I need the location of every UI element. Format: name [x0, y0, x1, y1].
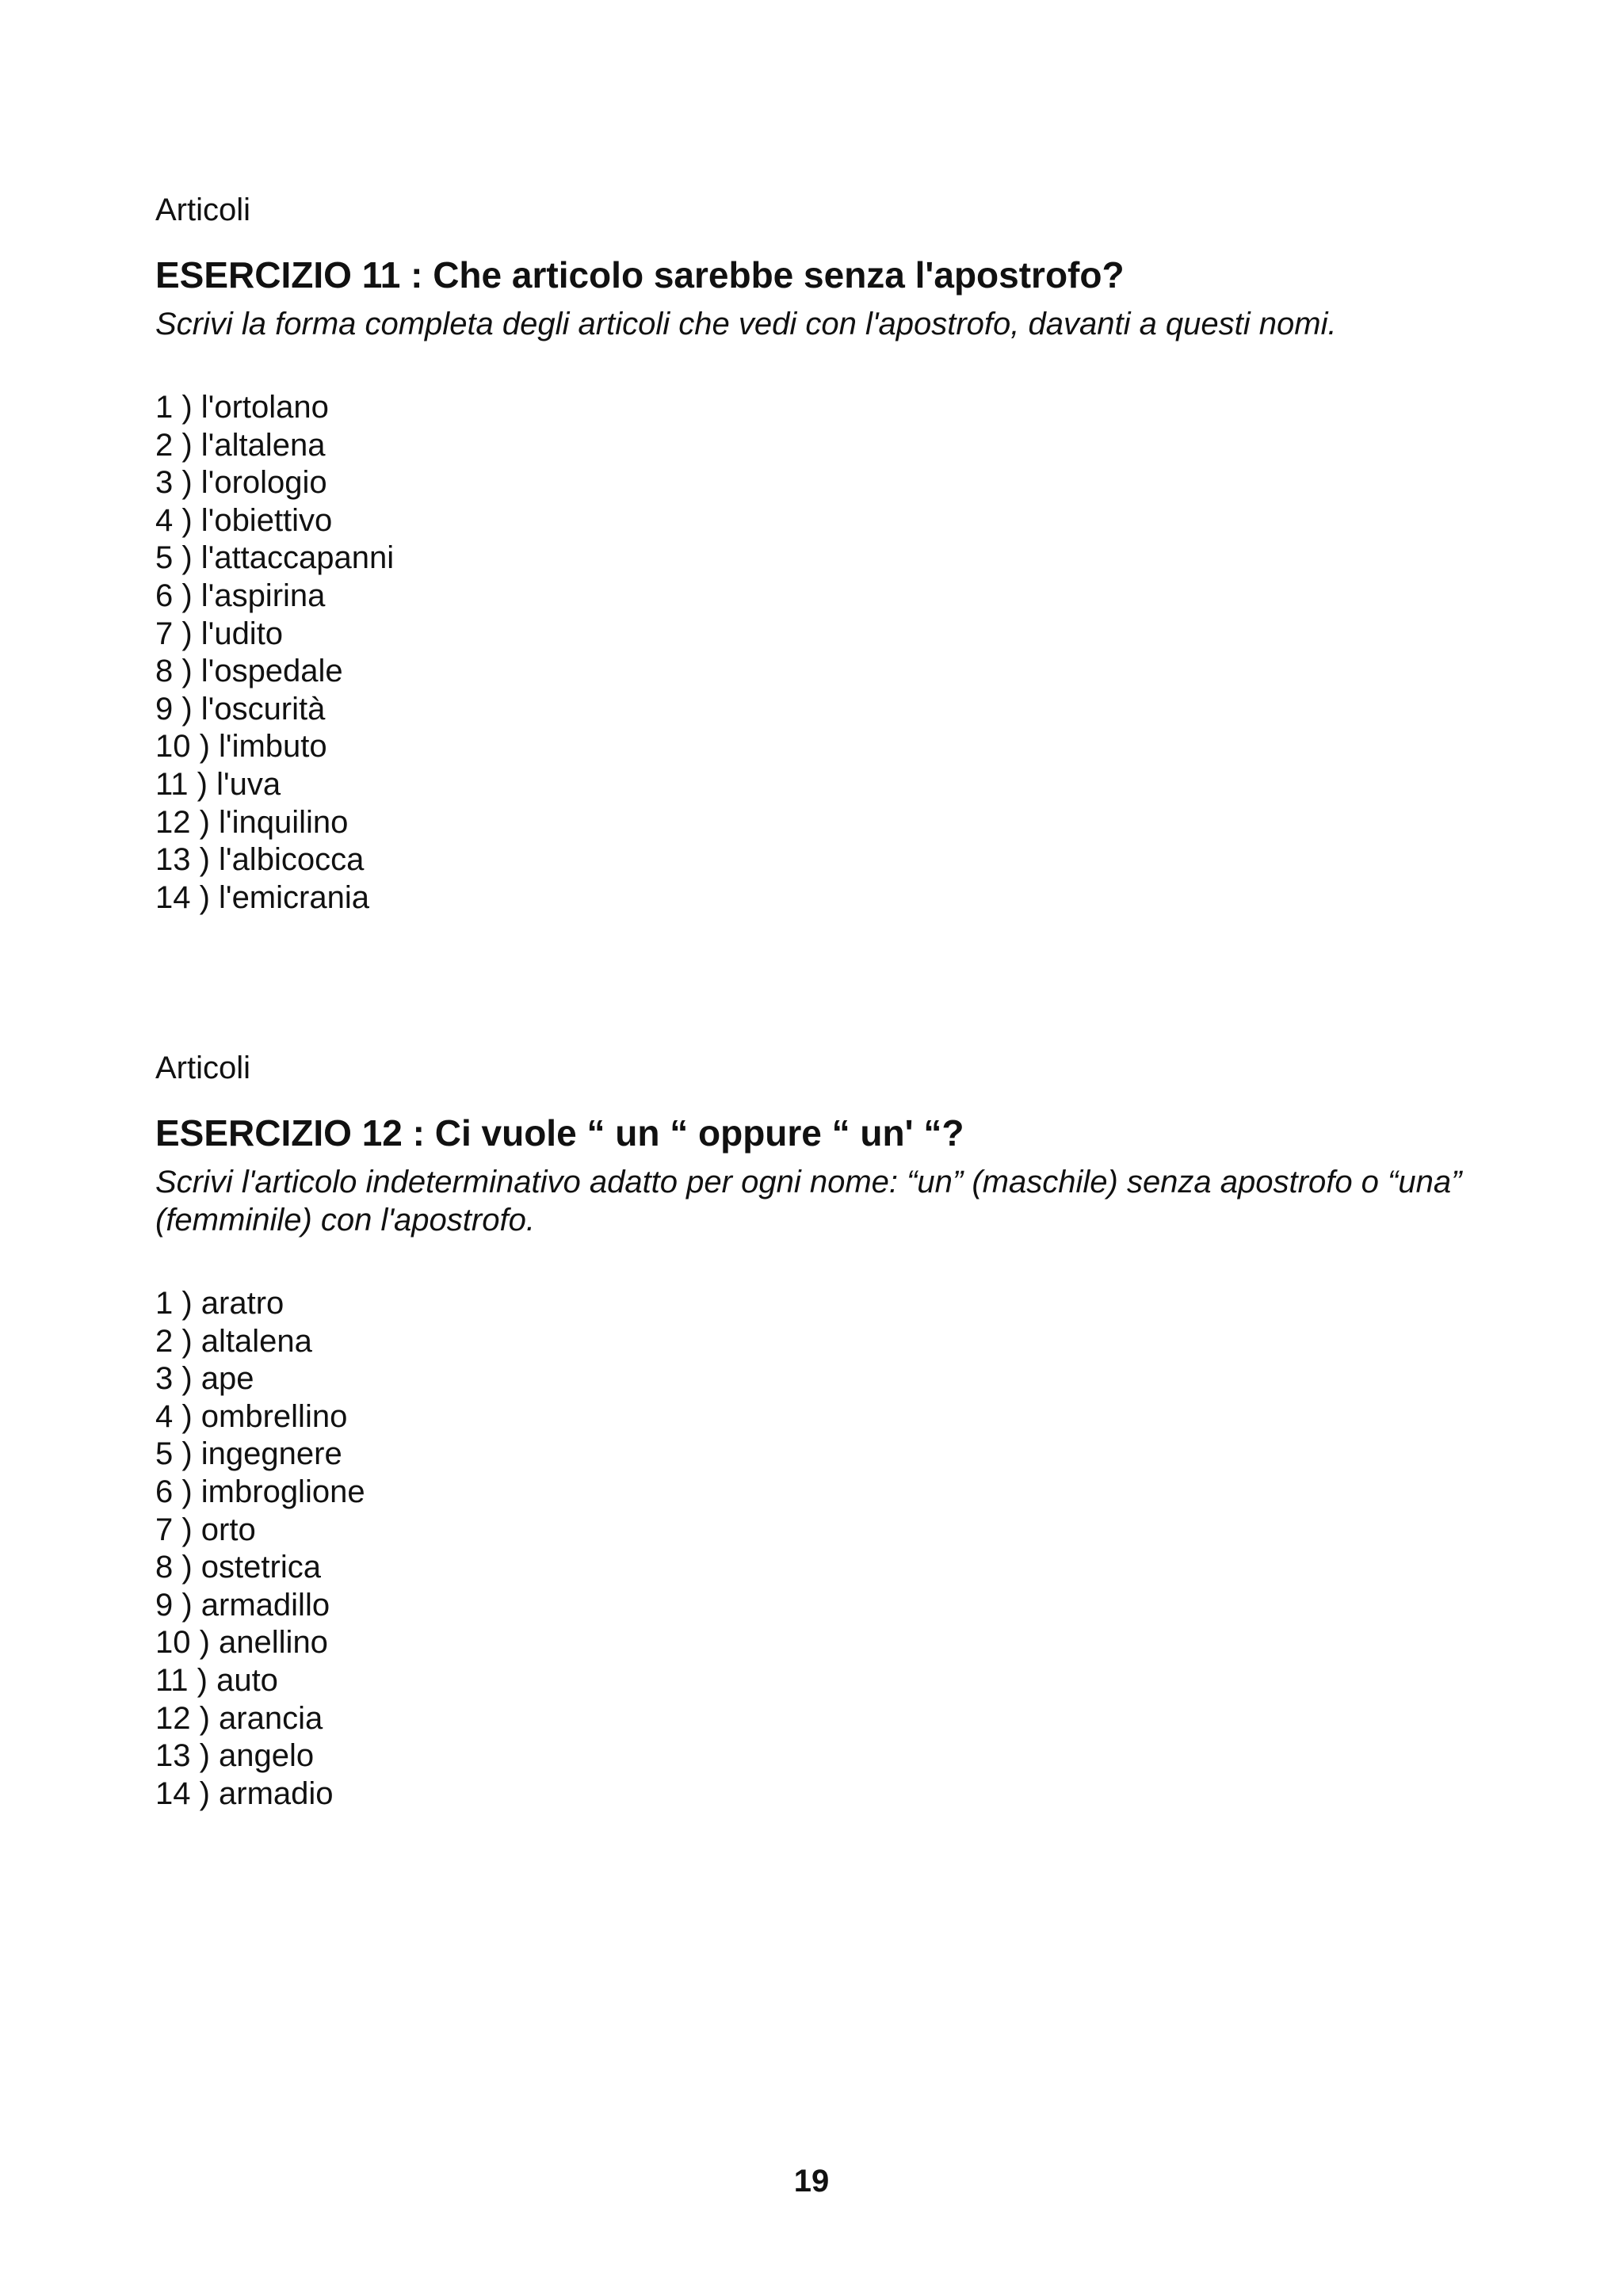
- list-item: 9 ) l'oscurità: [155, 691, 326, 727]
- list-item: 2 ) altalena: [155, 1323, 312, 1359]
- list-item: 12 ) arancia: [155, 1700, 323, 1736]
- list-item: 6 ) l'aspirina: [155, 578, 326, 613]
- exercise-title: ESERCIZIO 11 : Che articolo sarebbe senza l'apostrofo?: [155, 254, 1125, 296]
- list-item: 12 ) l'inquilino: [155, 804, 349, 840]
- list-item: 1 ) aratro: [155, 1286, 285, 1321]
- exercise-item-list: [155, 389, 1503, 917]
- list-item: 10 ) anellino: [155, 1625, 328, 1661]
- list-item: 9 ) armadillo: [155, 1587, 330, 1623]
- exercise-instructions: Scrivi l'articolo indeterminativo adatto per ogni nome: “un” (maschile) senza apostrofo o “una” (femminile) con l'apostrofo.: [155, 1165, 1462, 1238]
- list-item: 2 ) l'altalena: [155, 427, 326, 463]
- page-number: 19: [793, 2164, 830, 2199]
- list-item: 1 ) l'ortolano: [155, 390, 329, 425]
- list-item: 7 ) l'udito: [155, 616, 284, 651]
- list-item: 11 ) l'uva: [155, 766, 281, 802]
- list-item: 3 ) ape: [155, 1361, 254, 1397]
- list-item: 8 ) ostetrica: [155, 1550, 321, 1585]
- list-item: 14 ) l'emicrania: [155, 879, 369, 915]
- exercise-title: ESERCIZIO 12 : Ci vuole “ un “ oppure “ un' “?: [155, 1112, 964, 1154]
- list-item: 10 ) l'imbuto: [155, 729, 327, 765]
- list-item: 8 ) l'ospedale: [155, 654, 343, 689]
- list-item: 5 ) l'attaccapanni: [155, 540, 395, 576]
- list-item: 13 ) l'albicocca: [155, 842, 365, 878]
- exercise-11-section: [155, 191, 1503, 917]
- exercise-category: Articoli: [155, 193, 251, 227]
- list-item: 6 ) imbroglione: [155, 1474, 365, 1509]
- exercise-instructions: Scrivi la forma completa degli articoli che vedi con l'apostrofo, davanti a questi nomi.: [155, 307, 1337, 341]
- list-item: 4 ) ombrellino: [155, 1398, 348, 1434]
- exercise-12-section: [155, 1049, 1503, 1813]
- list-item: 7 ) orto: [155, 1512, 256, 1547]
- list-item: 4 ) l'obiettivo: [155, 502, 333, 538]
- list-item: 3 ) l'orologio: [155, 465, 327, 501]
- list-item: 5 ) ingegnere: [155, 1436, 342, 1472]
- list-item: 14 ) armadio: [155, 1775, 334, 1811]
- list-item: 13 ) angelo: [155, 1738, 315, 1774]
- exercise-item-list: [155, 1285, 1503, 1813]
- list-item: 11 ) auto: [155, 1662, 278, 1698]
- exercise-category: Articoli: [155, 1051, 251, 1085]
